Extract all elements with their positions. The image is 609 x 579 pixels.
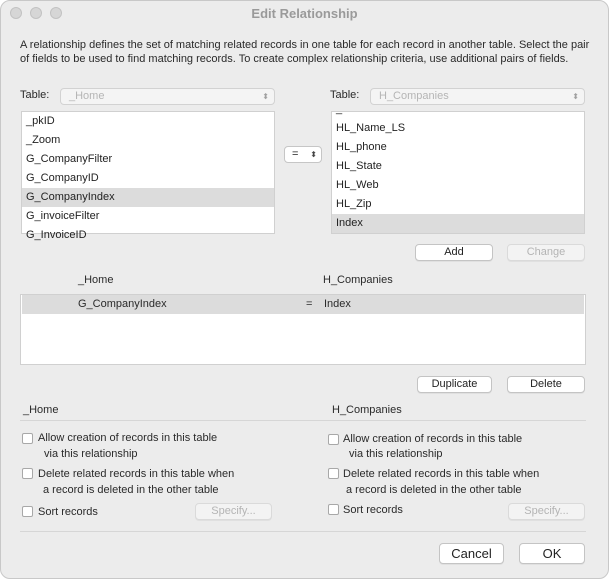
right-field-item[interactable]: HL_State [336,160,382,172]
left-delete-related-checkbox[interactable] [22,468,33,479]
right-options-title: H_Companies [332,404,402,416]
left-allow-creation-label-2: via this relationship [44,448,138,460]
delete-button[interactable]: Delete [507,376,585,393]
right-allow-creation-label-2: via this relationship [349,448,443,460]
right-field-item[interactable]: HL_Zip [336,198,372,210]
ok-button[interactable]: OK [519,543,585,564]
left-field-item[interactable]: _Zoom [26,134,61,146]
left-table-value: _Home [69,90,105,102]
dialog-description: A relationship defines the set of matching related records in one table for each record in another table. Select the pair of fields to be used to find matching records. To create complex relationship criteria, use additional pairs of fields. [20,39,590,65]
left-field-item[interactable]: G_CompanyFilter [26,153,113,165]
left-field-item[interactable]: G_CompanyID [26,172,99,184]
duplicate-button[interactable]: Duplicate [417,376,492,393]
right-allow-creation-checkbox[interactable] [328,434,339,445]
left-field-list[interactable] [21,111,275,241]
options-divider [20,420,586,421]
right-table-label: Table: [330,89,360,101]
updown-chevron-icon: ⬍ [262,92,269,101]
right-field-item[interactable]: HL_Web [336,179,379,191]
right-field-list[interactable] [331,103,585,234]
criteria-list[interactable] [20,294,586,365]
right-allow-creation-label: Allow creation of records in this table [343,433,523,445]
right-field-item[interactable]: HL_phone [336,141,387,153]
left-field-item[interactable]: G_invoiceFilter [26,210,100,222]
left-allow-creation-checkbox[interactable] [22,433,33,444]
left-delete-related-label: Delete related records in this table when [38,468,235,480]
left-table-select[interactable] [60,88,275,105]
left-delete-related-label-2: a record is deleted in the other table [43,484,219,496]
right-table-value: H_Companies [379,90,449,102]
criteria-right-field: Index [324,298,351,310]
right-delete-related-label-2: a record is deleted in the other table [346,484,522,496]
window-title: Edit Relationship [251,6,358,21]
operator-value: = [292,148,299,160]
criteria-header-right: H_Companies [323,274,393,286]
title-bar [1,1,608,25]
cancel-button[interactable]: Cancel [439,543,504,564]
right-field-item[interactable]: HL_Name_LS [336,122,406,134]
right-specify-button[interactable]: Specify... [508,503,585,520]
updown-chevron-icon: ⬍ [572,92,579,101]
left-specify-button[interactable]: Specify... [195,503,272,520]
right-field-item[interactable]: _ [336,103,343,115]
operator-select[interactable] [284,146,322,163]
left-sort-records-label: Sort records [38,506,98,518]
left-field-item-selected[interactable]: G_CompanyIndex [22,188,274,207]
change-button[interactable]: Change [507,244,585,261]
right-delete-related-label: Delete related records in this table when [343,468,540,480]
criteria-left-field: G_CompanyIndex [78,298,167,310]
criteria-header-left: _Home [78,274,114,286]
criteria-row[interactable] [22,295,584,314]
left-field-item[interactable]: G_InvoiceID [26,229,87,241]
add-button[interactable]: Add [415,244,493,261]
right-sort-records-checkbox[interactable] [328,504,339,515]
updown-chevron-icon: ⬍ [310,150,317,159]
left-sort-records-checkbox[interactable] [22,506,33,517]
left-table-label: Table: [20,89,50,101]
criteria-operator: = [306,298,313,310]
right-sort-records-label: Sort records [343,504,403,516]
right-delete-related-checkbox[interactable] [328,468,339,479]
left-field-item[interactable]: _pkID [26,115,55,127]
left-options-title: _Home [23,404,59,416]
left-allow-creation-label: Allow creation of records in this table [38,432,218,444]
footer-divider [20,531,586,532]
right-field-item-selected[interactable]: Index [332,214,584,233]
